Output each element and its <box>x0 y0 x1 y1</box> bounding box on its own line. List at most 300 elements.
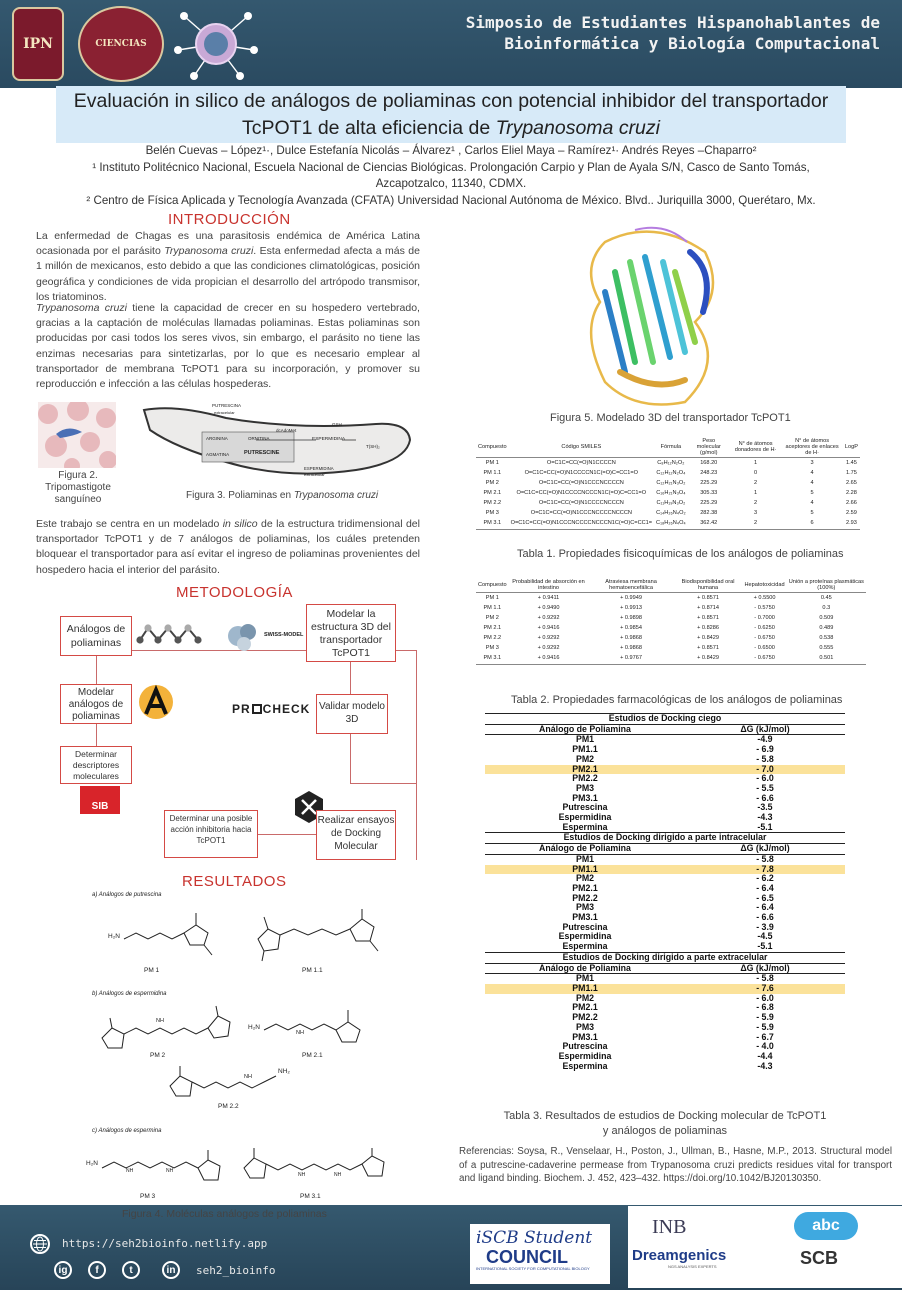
abc-logo: abc <box>794 1212 858 1240</box>
docking-analog: PM2 <box>575 753 595 764</box>
table-2-row <box>476 654 866 665</box>
table-1-cell: PM 2 <box>485 479 499 486</box>
docking-analog: PM2 <box>575 992 595 1003</box>
table-2-cell: - 0.7000 <box>754 614 775 621</box>
table-1-cell: 1 <box>753 459 758 466</box>
flow-line <box>96 723 97 747</box>
docking-analog: Putrescina <box>562 921 608 932</box>
docking-analog: PM1 <box>575 973 595 984</box>
docking-analog: Espermina <box>562 821 608 832</box>
docking-dg-value: - 6.4 <box>756 882 774 893</box>
linkedin-icon[interactable]: in <box>162 1261 180 1279</box>
table-2-cell: PM 2.1 <box>483 624 502 631</box>
affiliation-2: ² Centro de Física Aplicada y Tecnología Avanzada (CFATA) Universidad Nacional Autónoma de México. Blvd.. Juriquilla 3000, Querétaro, Mx. <box>86 194 816 207</box>
table-1-cell: 4 <box>810 499 814 506</box>
fig3-arginina: ARGININA <box>206 436 228 441</box>
table-2-row <box>476 603 866 613</box>
fig3-dcadomet: dcAdoMet <box>276 428 297 433</box>
docking-analog: PM2.2 <box>572 773 598 784</box>
fig3-caption-text: Figura 3. Poliaminas en <box>186 490 294 501</box>
docking-section-row <box>485 952 845 963</box>
pm21-nh: NH <box>296 1030 304 1036</box>
table-1-cell: PM 1.1 <box>483 469 502 476</box>
pm31-nh-1: NH <box>298 1172 306 1178</box>
intro-paragraph-1 <box>36 229 420 305</box>
table-2-cell: + 0.5500 <box>753 594 776 601</box>
docking-dg-value: - 5.5 <box>756 782 774 793</box>
flow-line <box>258 834 316 835</box>
docking-dg-value: -4.3 <box>757 1060 773 1071</box>
docking-analog: PM2.2 <box>572 1012 598 1023</box>
table-2-cell: - 0.6750 <box>743 654 787 665</box>
molecule-pm3 <box>86 1146 226 1188</box>
title-line-2 <box>56 115 846 142</box>
docking-dg-value: - 5.8 <box>756 853 774 864</box>
table-1-cell: C₁₄H₂₆N₄O₂ <box>656 510 686 517</box>
procheck-square-icon <box>252 704 262 714</box>
docking-dg-value: - 5.8 <box>756 753 774 764</box>
table-1-header-cell: Código SMILES <box>509 437 654 458</box>
fig3-extracelular: extracelular <box>214 410 235 415</box>
table-1-cell: 282.38 <box>700 510 718 517</box>
flow-box-validate: Validar modelo 3D <box>316 694 388 734</box>
table-1-cell: 6 <box>781 519 843 530</box>
table-2-cell: - 0.6500 <box>754 645 775 652</box>
label-pm22: PM 2.2 <box>218 1103 239 1110</box>
scb-logo: SCB <box>800 1248 839 1268</box>
table-1-cell: 2.65 <box>846 479 857 486</box>
swissmodel-text: SWISS-MODEL <box>264 632 304 638</box>
inb-logo: INB <box>652 1216 687 1238</box>
docking-analog: PM3 <box>575 902 595 913</box>
table-2-cell: + 0.8571 <box>697 645 720 652</box>
table-1-cell: C₁₁H₁₉N₃O₂ <box>656 499 686 506</box>
table-1-row <box>476 498 860 508</box>
docking-col-analog: Análogo de Poliamina <box>485 844 685 855</box>
table-3-caption-line-1: Tabla 3. Resultados de estudios de Docking molecular de TcPOT1 <box>503 1110 827 1122</box>
table-2-header-cell: Atraviesa membrana hematoencefálica <box>588 578 673 593</box>
table-2-row <box>476 643 866 653</box>
docking-col-analog: Análogo de Poliamina <box>485 724 685 735</box>
table-1-cell: 1 <box>753 489 758 496</box>
seh2-logo <box>170 6 262 82</box>
avogadro-icon <box>138 684 174 720</box>
table-2-cell: + 0.9913 <box>620 604 642 611</box>
sib-logo: SIB <box>80 786 120 814</box>
docking-analog: PM2.1 <box>572 1002 598 1013</box>
docking-dg-value: - 6.5 <box>756 892 774 903</box>
fig3-espermidina: ESPERMIDINA <box>312 437 346 442</box>
flow-box-analogs: Análogos de poliaminas <box>60 616 132 656</box>
table-2-cell: - 0.5750 <box>754 604 775 611</box>
docking-dg-value: - 6.2 <box>756 873 774 884</box>
results-heading: RESULTADOS <box>182 873 287 890</box>
docking-row <box>485 755 845 765</box>
table-1-cell: 225.29 <box>700 499 718 506</box>
intro-heading: INTRODUCCIÓN <box>168 211 291 228</box>
table-1-cell: 2 <box>753 479 758 486</box>
table-1-body <box>476 458 860 530</box>
dreamgenics-sub: NGS ANALYSIS EXPERTS <box>668 1264 717 1269</box>
intro-p2-species: Trypanosoma cruzi <box>36 302 127 314</box>
docking-analog: PM2.2 <box>572 892 598 903</box>
table-1-cell: O=C1C=CC(=O)N1CCCNCCCCN <box>538 479 624 486</box>
docking-row <box>485 913 845 923</box>
table-1-cell: 225.29 <box>700 479 718 486</box>
docking-dg-value: - 6.6 <box>756 792 774 803</box>
table-1-cell: O=C1C=CC(=O)N1CCCNCCCCNCCCN <box>530 510 632 517</box>
table-2-body <box>476 593 866 665</box>
iscb-sub-text: INTERNATIONAL SOCIETY FOR COMPUTATIONAL BIOLOGY <box>476 1266 590 1271</box>
docking-dg-value: - 5.9 <box>756 1021 774 1032</box>
flow-box-docking: Realizar ensayos de Docking Molecular <box>316 810 396 860</box>
molecule-chain-icon <box>136 616 206 650</box>
label-pm11: PM 1.1 <box>302 967 323 974</box>
table-2-cell: + 0.9292 <box>537 645 560 652</box>
swissmodel-logo <box>226 620 304 654</box>
table-1 <box>476 437 860 530</box>
table-1-cell: 5 <box>810 510 814 517</box>
pm3-nh-2: NH <box>166 1168 174 1174</box>
table-2-cell: 0.538 <box>819 634 834 641</box>
intro-p3-b: de la estructura tridimensional del transportador TcPOT1 y de 7 análogos de poliaminas, los cuáles pretenden bloquear el transportador para así evitar el ingreso de poliaminas provenientes del hospedero hacia el interior del parásito. <box>36 518 420 576</box>
docking-row <box>485 784 845 794</box>
docking-dg-value: - 6.8 <box>756 1002 774 1013</box>
table-1-row <box>476 468 860 478</box>
label-pm2: PM 2 <box>150 1052 166 1059</box>
flow-box-model-analogs: Modelar análogos de poliaminas <box>60 684 132 724</box>
docking-analog: Putrescina <box>562 802 608 813</box>
docking-col-analog: Análogo de Poliamina <box>485 963 685 974</box>
table-1-header-cell: Fórmula <box>654 437 688 458</box>
table-1-cell: C₈H₁₂N₂O₂ <box>657 459 685 466</box>
docking-analog: Espermidina <box>558 812 612 823</box>
docking-row <box>485 813 845 823</box>
affiliation-1b: Azcapotzalco, 11340, CDMX. <box>375 177 527 190</box>
method-heading: METODOLOGÍA <box>176 584 293 601</box>
references: Referencias: Soysa, R., Venselaar, H., Poston, J., Ullman, B., Hasne, M.P., 2013. Structural model of a putrescine-cadaverine permease from Trypanosoma cruzi predicts residues vital for transport and ligand binding. Biochem. J. 452, 423–432. https://doi.org/10.1042/BJ20130350. <box>459 1146 892 1185</box>
table-2-cell: PM 2 <box>485 614 499 621</box>
label-pm21: PM 2.1 <box>302 1052 323 1059</box>
docking-row <box>485 854 845 864</box>
table-1-cell: C₁₂H₁₂N₂O₄ <box>656 469 686 476</box>
fig3-caption <box>186 490 378 501</box>
docking-row <box>485 1042 845 1052</box>
docking-row <box>485 923 845 933</box>
docking-analog: PM3.1 <box>572 912 598 923</box>
fig4-caption: Figura 4. Moléculas análogos de poliaminas <box>122 1208 327 1220</box>
table-2-cell: PM 2.2 <box>483 634 502 641</box>
pm3-nh-1: NH <box>126 1168 134 1174</box>
encb-logo: CIENCIAS <box>78 6 164 82</box>
flow-box-inhibitory: Determinar una posible acción inhibitoria hacia TcPOT1 <box>164 810 258 858</box>
label-pm31: PM 3.1 <box>300 1193 321 1200</box>
table-2-cell: + 0.8429 <box>697 634 720 641</box>
table-1-cell: 2.59 <box>846 510 857 517</box>
docking-dg-value: -4.9 <box>757 734 773 745</box>
table-2-cell: + 0.8286 <box>697 624 720 631</box>
docking-col-dg: ΔG (kJ/mol) <box>685 963 845 974</box>
docking-row <box>485 1052 845 1062</box>
table-1-cell: 3 <box>810 459 814 466</box>
table-1-header-cell: LogP <box>843 437 860 458</box>
table-1-cell: 248.23 <box>700 469 718 476</box>
molecule-pm31 <box>238 1146 398 1188</box>
table-1-row <box>476 478 860 488</box>
docking-dg-value: -4.3 <box>757 812 773 823</box>
procheck-logo <box>232 702 310 716</box>
table-2-row <box>476 633 866 643</box>
subheading-spermidine: b) Análogos de espermidina <box>92 991 167 997</box>
docking-analog: Espermidina <box>558 1050 612 1061</box>
fig3-ornitina: ORNITINA <box>248 436 270 441</box>
pm21-h2n: H₂N <box>248 1024 260 1031</box>
table-2-header-cell: Unión a proteínas plasmáticas (100%) <box>787 578 866 593</box>
docking-analog: Espermina <box>562 941 608 952</box>
table-1-row <box>476 508 860 518</box>
docking-analog: PM1.1 <box>572 744 598 755</box>
table-1-row <box>476 519 860 530</box>
docking-analog: PM3.1 <box>572 792 598 803</box>
docking-dg-value: - 3.9 <box>756 921 774 932</box>
table-2-cell: 0.45 <box>820 594 832 601</box>
twitter-icon[interactable]: t <box>122 1261 140 1279</box>
fig2-caption: Figura 2. Tripomastigote sanguíneo <box>45 470 111 505</box>
table-2-cell: + 0.9411 <box>537 594 560 601</box>
table-1-cell: 3 <box>753 510 758 517</box>
table-2-caption: Tabla 2. Propiedades farmacológicas de los análogos de poliaminas <box>511 694 843 706</box>
table-2-cell: + 0.9949 <box>620 594 642 601</box>
polyamine-diagram <box>136 400 416 486</box>
intro-paragraph-3 <box>36 517 420 578</box>
symposium-line-2: Bioinformática y Biología Computacional <box>504 34 880 53</box>
sponsor-panel-2 <box>774 1206 902 1288</box>
table-1-cell: 2.28 <box>846 489 857 496</box>
docking-dg-value: -4.4 <box>757 1050 773 1061</box>
table-2-header-cell: Hepatotoxicidad <box>743 578 787 593</box>
intro-p2-text: tiene la capacidad de crecer en su hospedero vertebrado, gracias a la captación de moléculas llamadas poliaminas. Estas poliaminas son producidas por casi todos los seres vivos, sin embargo, el parásito no tiene las enzimas necesarias para sintetizarlas, por lo que es necesario emplear al transportador de membrana TcPOT1 para su incorporación, y promover su reproducción e infección a las células hospederas. <box>36 302 420 391</box>
table-2-cell: 0.501 <box>787 654 866 665</box>
table-1-cell: 5 <box>810 489 814 496</box>
docking-row <box>485 774 845 784</box>
table-1-cell: PM 2.1 <box>483 489 502 496</box>
intro-p1-species: Trypanosoma cruzi <box>164 245 254 258</box>
molecule-pm2 <box>96 1004 236 1052</box>
instagram-icon[interactable]: ig <box>54 1261 72 1279</box>
dreamgenics-logo: Dreamgenics <box>632 1247 727 1264</box>
flow-line <box>350 733 351 783</box>
molecule-pm21 <box>244 1004 374 1048</box>
table-2-header-cell: Biodisponibilidad oral humana <box>674 578 743 593</box>
table-2-cell: PM 1 <box>485 594 499 601</box>
docking-row <box>485 884 845 894</box>
pm2-nh: NH <box>156 1018 164 1024</box>
fig3-extracelular-2: extracelular <box>304 472 325 477</box>
table-2-cell: 0.3 <box>822 604 831 611</box>
table-1-header-row <box>476 437 860 458</box>
subheading-putrescine: a) Análogos de putrescina <box>92 892 162 898</box>
docking-dg-value: -5.1 <box>757 941 773 952</box>
table-1-grid <box>476 437 860 530</box>
docking-row <box>485 903 845 913</box>
table-2-cell: + 0.9416 <box>509 654 589 665</box>
table-1-cell: O=C1C=CC(=O)N1CCCCNCCCN1C(=O)C=CC1=O <box>516 489 647 496</box>
poster-title <box>56 86 846 143</box>
table-2-cell: + 0.8571 <box>697 614 720 621</box>
docking-column-header-row <box>485 963 845 974</box>
docking-dg-value: - 5.9 <box>756 1012 774 1023</box>
table-2-cell: + 0.8429 <box>674 654 743 665</box>
docking-dg-value: -5.1 <box>757 821 773 832</box>
table-2-cell: + 0.9868 <box>620 634 642 641</box>
table-1-cell: PM 2.2 <box>483 499 502 506</box>
fig3-caption-species: Trypanosoma cruzi <box>293 490 379 501</box>
table-2-cell: 0.489 <box>819 624 834 631</box>
table-2 <box>476 578 866 665</box>
table-1-cell: 2.66 <box>846 499 857 506</box>
table-2-row <box>476 623 866 633</box>
docking-analog: Espermidina <box>558 931 612 942</box>
table-2-row <box>476 613 866 623</box>
title-species: Trypanosoma cruzi <box>495 117 660 139</box>
website-link[interactable]: https://seh2bioinfo.netlify.app <box>62 1237 268 1250</box>
table-1-cell: PM 1 <box>485 459 499 466</box>
docking-row <box>485 1003 845 1013</box>
docking-row <box>485 735 845 745</box>
fig3-tsh2: T(SH)₂ <box>366 444 380 449</box>
table-2-header-cell: Compuesto <box>476 578 509 593</box>
docking-section-row <box>485 714 845 725</box>
pm1-h2n: H₂N <box>108 933 120 940</box>
procheck-check: CHECK <box>262 702 311 716</box>
docking-row <box>485 994 845 1004</box>
table-1-row <box>476 458 860 469</box>
fig3-putrescina: PUTRESCINA <box>212 403 242 408</box>
docking-dg-value: - 7.8 <box>685 865 845 875</box>
table-3 <box>485 713 845 1071</box>
flow-line <box>350 783 416 784</box>
table-1-cell: 2.93 <box>843 519 860 530</box>
table-2-cell: + 0.8714 <box>697 604 720 611</box>
table-1-cell: 2 <box>730 519 782 530</box>
intro-paragraph-2 <box>36 301 420 392</box>
table-1-cell: 168.20 <box>700 459 718 466</box>
table-2-cell: - 0.6250 <box>754 624 775 631</box>
flow-box-model-3d: Modelar la estructura 3D del transportador TcPOT1 <box>306 604 396 662</box>
flow-line <box>350 661 351 694</box>
table-1-cell: C₁₈H₂₆N₄O₄ <box>654 519 688 530</box>
ipn-logo: IPN <box>12 7 64 81</box>
docking-analog: PM3.1 <box>572 1031 598 1042</box>
docking-row <box>485 974 845 984</box>
docking-analog: PM2.1 <box>485 765 685 775</box>
table-1-header-cell: Compuesto <box>476 437 509 458</box>
docking-row <box>485 894 845 904</box>
table-2-header-row <box>476 578 866 593</box>
table-3-caption <box>470 1109 860 1139</box>
docking-dg-value: - 4.0 <box>756 1041 774 1052</box>
table-2-cell: - 0.6750 <box>754 634 775 641</box>
fig3-espermidina-ext: ESPERMIDINA <box>304 466 334 471</box>
docking-row <box>485 1023 845 1033</box>
title-line-2-text: TcPOT1 de alta eficiencia de <box>241 117 496 139</box>
table-1-cell: 1.75 <box>846 469 857 476</box>
globe-icon <box>30 1234 50 1254</box>
docking-row <box>485 803 845 813</box>
sponsor-panel <box>628 1206 774 1288</box>
table-1-cell: 305.33 <box>700 489 718 496</box>
intro-p1-a: La enfermedad de Chagas es una parasitosis endémica de América Latina ocasionada por el parásito <box>36 230 420 258</box>
docking-col-dg: ΔG (kJ/mol) <box>685 724 845 735</box>
docking-analog: Espermina <box>562 1060 608 1071</box>
docking-analog: PM1 <box>575 734 595 745</box>
table-2-cell: + 0.9854 <box>620 624 642 631</box>
docking-row <box>485 1013 845 1023</box>
table-2-header-cell: Probabilidad de absorción en intestino <box>509 578 589 593</box>
table-1-cell: O=C1C=CC(=O)N1CCCNCCCCNCCCN1C(=O)C=CC1= <box>509 519 654 530</box>
fig5-caption: Figura 5. Modelado 3D del transportador TcPOT1 <box>550 412 791 424</box>
procheck-pr: PR <box>232 702 251 716</box>
docking-row <box>485 942 845 952</box>
title-line-1: Evaluación in silico de análogos de poliaminas con potencial inhibidor del transportador <box>73 90 829 112</box>
docking-section-title: Estudios de Docking dirigido a parte extracelular <box>485 952 845 963</box>
table-2-cell: + 0.8571 <box>697 594 720 601</box>
protein-3d-model <box>575 212 735 412</box>
docking-column-header-row <box>485 844 845 855</box>
subheading-spermine: c) Análogos de espermina <box>92 1128 162 1134</box>
table-1-cell: PM 3 <box>485 510 499 517</box>
docking-dg-value: - 6.0 <box>756 992 774 1003</box>
fig3-gsh: GSH <box>332 422 342 427</box>
table-1-header-cell: N° de átomos donadores de H· <box>730 437 782 458</box>
docking-analog: PM1.1 <box>485 984 685 994</box>
table-2-grid <box>476 578 866 665</box>
pm22-nh: NH <box>244 1074 252 1080</box>
table-2-cell: PM 3 <box>485 645 499 652</box>
docking-row <box>485 794 845 804</box>
docking-col-dg: ΔG (kJ/mol) <box>685 844 845 855</box>
docking-dg-value: - 6.4 <box>756 902 774 913</box>
docking-row <box>485 932 845 942</box>
fig3-agmatina: AGMATINA <box>206 452 230 457</box>
docking-section-row <box>485 833 845 844</box>
table-1-header-cell: Peso molecular (g/mol) <box>688 437 730 458</box>
trypomastigote-image <box>38 402 116 468</box>
docking-dg-value: - 6.7 <box>756 1031 774 1042</box>
iscb-text: iSCB Student <box>476 1228 593 1248</box>
table-1-cell: O=C1C=CC(=O)N1CCCCN <box>546 459 616 466</box>
table-1-cell: C₁₆H₂₁N₃O₄ <box>656 489 686 496</box>
table-3-caption-line-2: y análogos de poliaminas <box>602 1125 728 1137</box>
facebook-icon[interactable]: f <box>88 1261 106 1279</box>
table-1-cell: 4 <box>810 479 814 486</box>
flow-line <box>416 650 417 860</box>
docking-row <box>485 1033 845 1043</box>
table-1-cell: 0 <box>753 469 758 476</box>
intro-p3-a: Este trabajo se centra en un modelado <box>36 518 223 530</box>
table-1-header-cell: N° de átomos aceptores de enlaces de H· <box>781 437 843 458</box>
table-2-cell: + 0.9868 <box>620 645 642 652</box>
symposium-line-1: Simposio de Estudiantes Hispanohablantes de <box>465 13 880 32</box>
docking-dg-value: -3.5 <box>757 802 773 813</box>
table-3-body <box>485 714 845 1072</box>
table-2-cell: + 0.9898 <box>620 614 642 621</box>
docking-row <box>485 984 845 994</box>
table-1-row <box>476 488 860 498</box>
docking-dg-value: - 7.0 <box>685 765 845 775</box>
docking-row <box>485 1062 845 1072</box>
authors: Belén Cuevas – López¹·, Dulce Estefanía Nicolás – Álvarez¹ , Carlos Eliel Maya – Ramírez¹· Andrés Reyes –Chaparro² <box>145 144 757 157</box>
